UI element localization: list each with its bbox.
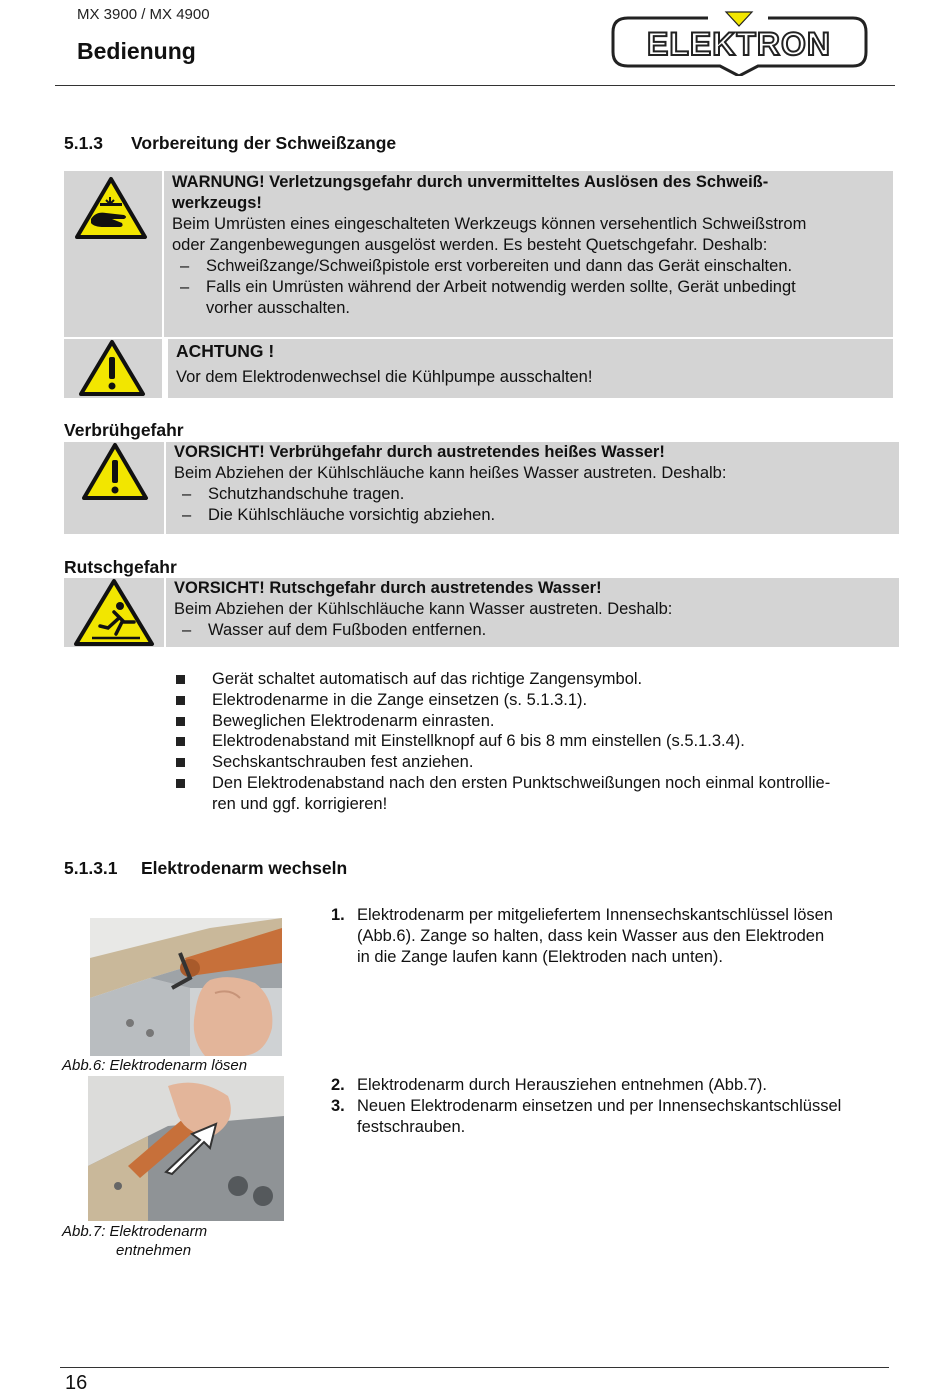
section-title: Bedienung	[77, 38, 196, 64]
step-text-line: Elektrodenarm per mitgeliefertem Innensechskantschlüssel lösen	[357, 906, 833, 924]
step-2	[331, 1075, 901, 1096]
scald-icon-cell	[64, 442, 164, 534]
step-number: 2.	[331, 1076, 345, 1094]
step-text-line: festschrauben.	[357, 1117, 466, 1136]
warning-item-1: – Schweißzange/Schweißpistole erst vorbereiten und dann das Gerät einschalten.	[180, 257, 793, 275]
photo-remove-electrode-arm	[88, 1076, 284, 1221]
slip-box	[166, 578, 899, 647]
step-number: 1.	[331, 906, 345, 924]
hand-crush-warning-icon	[64, 171, 162, 337]
list-item: Sechskantschrauben fest anziehen.	[176, 752, 901, 773]
warning-item-2: – Falls ein Umrüsten während der Arbeit notwendig werden sollte, Gerät unbedingt vorher ausschalten.	[180, 278, 796, 317]
list-item: Elektrodenabstand mit Einstellknopf auf 6 bis 8 mm einstellen (s.5.1.3.4).	[176, 731, 901, 752]
achtung-icon-cell	[64, 339, 162, 398]
scald-heading: VORSICHT! Verbrühgefahr durch austretendes heißes Wasser!	[174, 443, 665, 461]
document-model: MX 3900 / MX 4900	[77, 6, 210, 23]
scald-item-1: – Schutzhandschuhe tragen.	[182, 485, 405, 503]
warning-body-line2: oder Zangenbewegungen ausgelöst werden. Es besteht Quetschgefahr. Deshalb:	[172, 236, 768, 254]
step-2-3	[331, 1075, 901, 1137]
warning-heading-line2: werkzeugs!	[172, 194, 262, 212]
subsection-number: 5.1.3.1	[64, 858, 118, 878]
list-item: Elektrodenarme in die Zange einsetzen (s. 5.1.3.1).	[176, 690, 901, 711]
achtung-body: Vor dem Elektrodenwechsel die Kühlpumpe ausschalten!	[176, 368, 593, 386]
slip-hazard-icon	[64, 578, 164, 647]
exclamation-warning-icon	[64, 339, 162, 398]
elektron-logo	[608, 10, 870, 76]
subsection-heading: Elektrodenarm wechseln	[141, 858, 348, 878]
step-text-line: Elektrodenarm durch Herausziehen entnehmen (Abb.7).	[357, 1076, 767, 1094]
svg-text:ELEKTRON: ELEKTRON	[647, 26, 831, 62]
achtung-box	[168, 339, 893, 398]
warning-box	[164, 171, 893, 337]
slip-item-1: – Wasser auf dem Fußboden entfernen.	[182, 621, 487, 639]
exclamation-warning-icon	[64, 442, 164, 534]
step-text-line: in die Zange laufen kann (Elektroden nach unten).	[357, 947, 723, 966]
section-number: 5.1.3	[64, 133, 103, 153]
section-heading: Vorbereitung der Schweißzange	[131, 133, 397, 153]
header-rule	[55, 85, 895, 86]
figure-caption-abb6: Abb.6: Elektrodenarm lösen	[62, 1057, 248, 1074]
slip-body: Beim Abziehen der Kühlschläuche kann Wasser austreten. Deshalb:	[174, 600, 673, 618]
scald-box	[166, 442, 899, 534]
figure-caption-abb7-line1: Abb.7: Elektrodenarm	[62, 1223, 208, 1240]
step-1	[331, 905, 901, 967]
scald-item-2: – Die Kühlschläuche vorsichtig abziehen.	[182, 506, 496, 524]
achtung-heading: ACHTUNG !	[176, 341, 275, 361]
list-item: Den Elektrodenabstand nach den ersten Punktschweißungen noch einmal kontrollie- ren und ggf. korrigieren!	[176, 773, 901, 815]
warning-icon-cell	[64, 171, 162, 337]
step-3	[331, 1096, 901, 1138]
figure-caption-abb7-line2: entnehmen	[116, 1242, 192, 1259]
warning-body-line1: Beim Umrüsten eines eingeschalteten Werkzeugs können versehentlich Schweißstrom	[172, 215, 807, 233]
slip-hazard-label: Rutschgefahr	[64, 557, 177, 577]
warning-heading-line1: WARNUNG! Verletzungsgefahr durch unvermitteltes Auslösen des Schweiß-	[172, 173, 769, 191]
step-text-line: Neuen Elektrodenarm einsetzen und per Innensechskantschlüssel	[357, 1096, 842, 1115]
list-item: Beweglichen Elektrodenarm einrasten.	[176, 711, 901, 732]
slip-icon-cell	[64, 578, 164, 647]
procedure-bullet-list	[176, 669, 901, 815]
photo-loosen-electrode-arm	[90, 918, 282, 1056]
footer-rule	[60, 1367, 889, 1368]
step-text-line: (Abb.6). Zange so halten, dass kein Wasser aus den Elektroden	[357, 926, 825, 945]
scald-body: Beim Abziehen der Kühlschläuche kann heißes Wasser austreten. Deshalb:	[174, 464, 727, 482]
step-number: 3.	[331, 1096, 345, 1115]
scald-hazard-label: Verbrühgefahr	[64, 420, 184, 440]
list-item: Gerät schaltet automatisch auf das richtige Zangensymbol.	[176, 669, 901, 690]
page-number: 16	[65, 1372, 88, 1394]
slip-heading: VORSICHT! Rutschgefahr durch austretendes Wasser!	[174, 579, 602, 597]
